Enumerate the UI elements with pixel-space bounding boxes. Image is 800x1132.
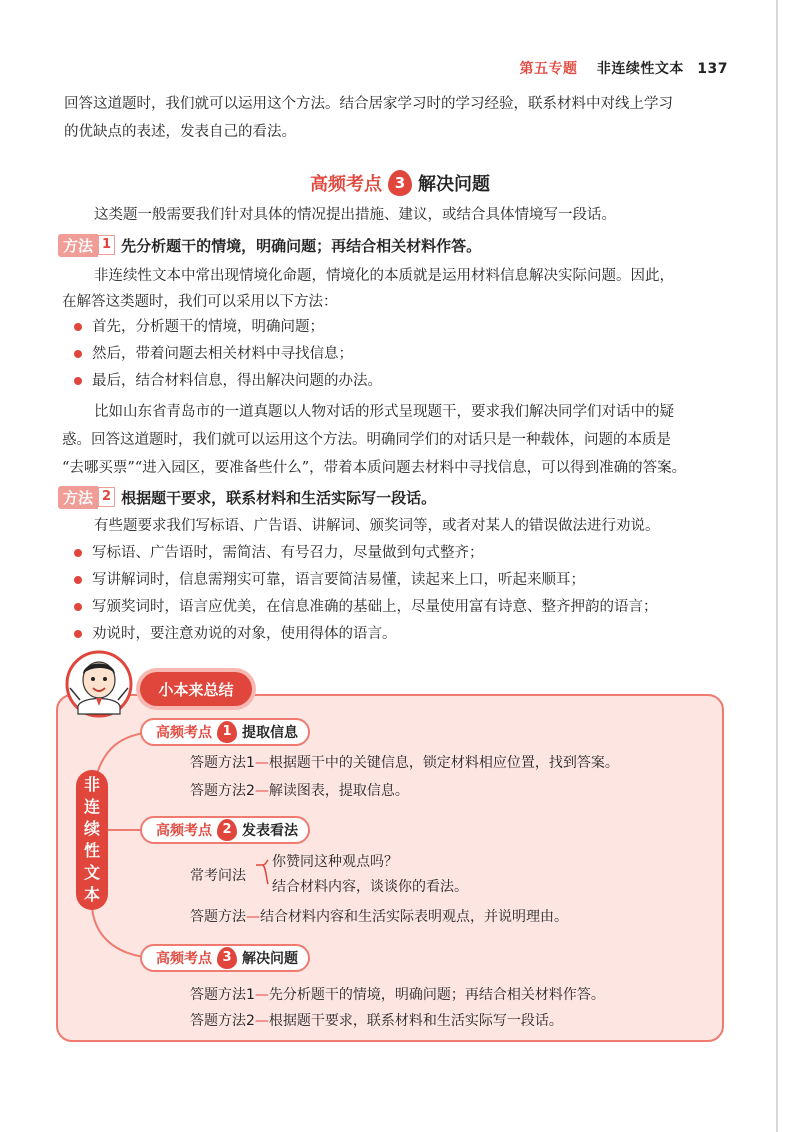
summary-kp1-pill [140, 718, 310, 746]
method-1-number: 1 [98, 235, 115, 255]
intro-line-2: 的优缺点的表述，发表自己的看法。 [64, 124, 296, 140]
section-heading: 解决问题 [418, 174, 490, 195]
kp2-number: 2 [222, 822, 232, 837]
flame-number-icon [388, 170, 412, 196]
vertical-char: 续 [83, 819, 100, 838]
kp3-line-1-prefix: 答题方法1 [190, 987, 255, 1003]
method-2-para: 有些题要求我们写标语、广告语、讲解词、颁奖词等，或者对某人的错误做法进行劝说。 [94, 518, 660, 534]
example-line-1: 比如山东省青岛市的一道真题以人物对话的形式呈现题干，要求我们解决同学们对话中的疑 [94, 404, 674, 420]
kp2-question-1: 你赞同这种观点吗？ [272, 854, 398, 870]
method-2-desc: 根据题干要求，联系材料和生活实际写一段话。 [121, 488, 437, 507]
summary-kp3-pill [140, 944, 310, 972]
bullet-icon [74, 350, 82, 358]
method-1-para-line-1: 非连续性文本中常出现情境化命题，情境化的本质就是运用材料信息解决实际问题。因此， [94, 268, 674, 284]
kp3-line-1-text: 先分析题干的情境，明确问题；再结合相关材料作答。 [268, 987, 605, 1003]
list-item-text: 最后，结合材料信息，得出解决问题的办法。 [92, 373, 382, 389]
kp2-title: 发表看法 [242, 823, 298, 839]
kp2-method-line: 答题方法—结合材料内容和生活实际表明观点，并说明理由。 [190, 909, 568, 925]
summary-vertical-label [76, 770, 108, 910]
list-item-text: 写颁奖词时，语言应优美，在信息准确的基础上，尽量使用富有诗意、整齐押韵的语言； [92, 599, 658, 615]
bullet-icon [74, 630, 82, 638]
example-line-2: 惑。回答这道题时，我们就可以运用这个方法。明确同学们的对话只是一种载体，问题的本质是 [62, 432, 671, 448]
flame-number-icon [217, 947, 237, 969]
kp3-title: 解决问题 [242, 951, 298, 967]
method-1-para-line-2: 在解答这类题时，我们可以采用以下方法： [62, 294, 338, 310]
vertical-char: 连 [83, 797, 100, 816]
method-2-number: 2 [98, 487, 115, 507]
list-item-text: 劝说时，要注意劝说的对象，使用得体的语言。 [92, 626, 397, 642]
kp1-line-1-prefix: 答题方法1 [190, 755, 255, 771]
method-1-desc: 先分析题干的情境，明确问题；再结合相关材料作答。 [121, 236, 482, 255]
list-item [74, 368, 382, 394]
bullet-icon [74, 377, 82, 385]
bullet-icon [74, 576, 82, 584]
section-label: 高频考点 [310, 174, 382, 195]
list-item [74, 594, 658, 620]
running-head [520, 58, 728, 78]
bullet-icon [74, 603, 82, 611]
flame-number-icon [217, 721, 237, 743]
list-item [74, 341, 353, 367]
kp3-line-2-prefix: 答题方法2 [190, 1013, 255, 1029]
mascot-avatar [60, 648, 138, 718]
list-item [74, 540, 484, 566]
list-item [74, 567, 585, 593]
kp1-label: 高频考点 [156, 725, 212, 741]
vertical-char: 文 [83, 863, 100, 882]
list-item [74, 314, 324, 340]
kp3-label: 高频考点 [156, 951, 212, 967]
summary-header: 小本来总结 [140, 672, 252, 706]
kp1-line-2-text: 解读图表，提取信息。 [268, 783, 409, 799]
kp2-method-prefix: 答题方法 [190, 909, 246, 925]
flame-number-icon [217, 819, 237, 841]
kp2-question-2: 结合材料内容，谈谈你的看法。 [272, 879, 468, 895]
bullet-icon [74, 549, 82, 557]
vertical-char: 本 [83, 885, 100, 904]
method-1-heading [58, 232, 481, 258]
section-number: 3 [394, 174, 406, 192]
list-item-text: 写讲解词时，信息需翔实可靠，语言要简洁易懂，读起来上口，听起来顺耳； [92, 572, 585, 588]
kp1-line-1: 答题方法1—根据题干中的关键信息，锁定材料相应位置，找到答案。 [190, 755, 619, 771]
method-1-tag: 方法 [58, 234, 98, 257]
bullet-icon [74, 323, 82, 331]
running-head-section: 第五专题 [519, 61, 578, 77]
running-head-title: 非连续性文本 [596, 61, 684, 77]
kp3-line-2-text: 根据题干要求，联系材料和生活实际写一段话。 [268, 1013, 563, 1029]
list-item-text: 写标语、广告语时，需简洁、有号召力，尽量做到句式整齐； [92, 545, 484, 561]
vertical-char: 性 [83, 841, 100, 860]
method-2-heading [58, 484, 436, 510]
summary-kp2-pill [140, 816, 310, 844]
kp1-title: 提取信息 [242, 725, 298, 741]
kp1-line-2-prefix: 答题方法2 [190, 783, 255, 799]
vertical-char: 非 [83, 775, 100, 794]
kp2-label: 高频考点 [156, 823, 212, 839]
section-title [0, 170, 800, 196]
method-2-tag: 方法 [58, 486, 98, 509]
kp1-line-2: 答题方法2—解读图表，提取信息。 [190, 783, 409, 799]
intro-line-1: 回答这道题时，我们就可以运用这个方法。结合居家学习时的学习经验，联系材料中对线上学习 [64, 96, 673, 112]
section-lead: 这类题一般需要我们针对具体的情况提出措施、建议，或结合具体情境写一段话。 [94, 207, 616, 223]
list-item-text: 首先，分析题干的情境，明确问题； [92, 319, 324, 335]
kp1-number: 1 [222, 724, 232, 739]
example-line-3: “去哪买票”“进入园区，要准备些什么”，带着本质问题去材料中寻找信息，可以得到准确的答案。 [62, 460, 687, 476]
kp2-common-label: 常考问法 [190, 868, 246, 884]
kp3-line-2: 答题方法2—根据题干要求，联系材料和生活实际写一段话。 [190, 1013, 563, 1029]
list-item [74, 621, 397, 647]
page-number: 137 [697, 61, 728, 77]
kp1-line-1-text: 根据题干中的关键信息，锁定材料相应位置，找到答案。 [268, 755, 619, 771]
kp3-number: 3 [222, 950, 232, 965]
list-item-text: 然后，带着问题去相关材料中寻找信息； [92, 346, 353, 362]
kp2-method-text: 结合材料内容和生活实际表明观点，并说明理由。 [260, 909, 568, 925]
kp3-line-1: 答题方法1—先分析题干的情境，明确问题；再结合相关材料作答。 [190, 987, 605, 1003]
